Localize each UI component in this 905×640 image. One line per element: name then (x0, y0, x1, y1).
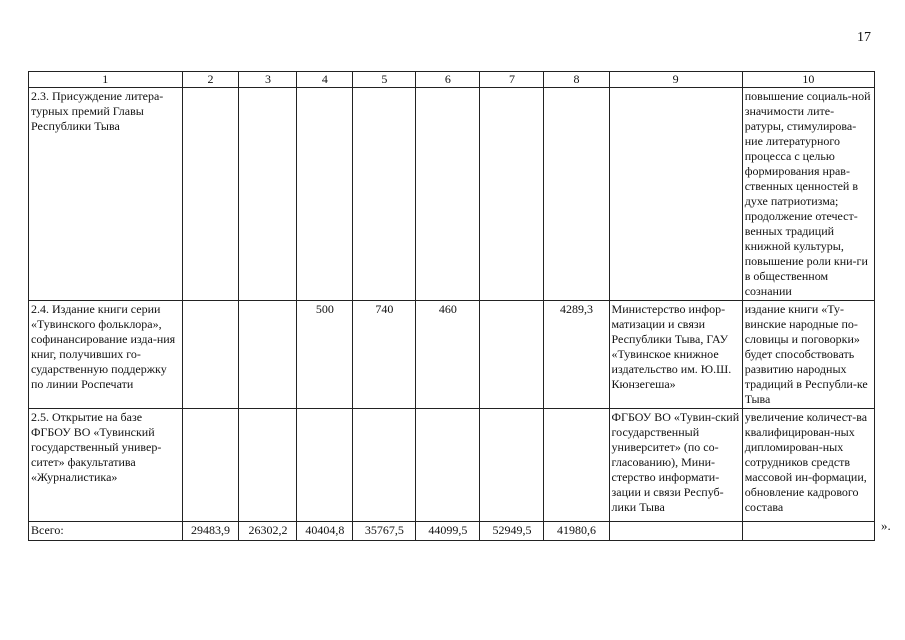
header-row (29, 72, 875, 88)
table-row (29, 301, 875, 409)
amount-cell (182, 409, 239, 522)
column-header: 6 (416, 72, 480, 88)
total-value: 29483,9 (182, 522, 239, 541)
total-value: 52949,5 (480, 522, 544, 541)
amount-cell (239, 88, 297, 301)
amount-cell (353, 88, 416, 301)
column-header: 10 (742, 72, 874, 88)
column-header: 8 (544, 72, 609, 88)
activity-cell: 2.4. Издание книги серии «Тувинского фольклора», софинансирование изда-ния книг, получивших го-сударственную поддержку по линии Роспечати (29, 301, 183, 409)
amount-cell (353, 409, 416, 522)
result-cell: издание книги «Ту-винские народные по-словицы и поговорки» будет способствовать развитию народных традиций в Республи-ке Тыва (742, 301, 874, 409)
column-header: 4 (297, 72, 353, 88)
total-label: Всего: (29, 522, 183, 541)
amount-cell (544, 409, 609, 522)
amount-cell: 4289,3 (544, 301, 609, 409)
amount-cell (297, 409, 353, 522)
amount-cell (544, 88, 609, 301)
amount-cell (182, 88, 239, 301)
activity-cell: 2.5. Открытие на базе ФГБОУ ВО «Тувинский государственный универ-ситет» факультатива «Журналистика» (29, 409, 183, 522)
total-value: 35767,5 (353, 522, 416, 541)
total-value: 41980,6 (544, 522, 609, 541)
program-table (28, 71, 875, 541)
amount-cell (297, 88, 353, 301)
amount-cell (239, 409, 297, 522)
total-row (29, 522, 875, 541)
column-header: 3 (239, 72, 297, 88)
result-cell: повышение социаль-ной значимости лите-ратуры, стимулирова-ние литературного процесса с целью формирования нрав-ственных ценностей в духе патриотизма; продолжение отечест-венных традиций книжной культуры, повышение роли кни-ги в общественном сознании (742, 88, 874, 301)
amount-cell (480, 88, 544, 301)
page-number: 17 (857, 30, 871, 45)
amount-cell: 500 (297, 301, 353, 409)
closing-quote: ». (881, 518, 891, 533)
amount-cell (416, 88, 480, 301)
executor-cell: ФГБОУ ВО «Тувин-ский государственный университет» (по со-гласованию), Мини-стерство информати-зации и связи Респуб-лики Тыва (609, 409, 742, 522)
total-value: 44099,5 (416, 522, 480, 541)
amount-cell (239, 301, 297, 409)
column-header: 2 (182, 72, 239, 88)
column-header: 9 (609, 72, 742, 88)
table-row (29, 88, 875, 301)
amount-cell (416, 409, 480, 522)
column-header: 7 (480, 72, 544, 88)
amount-cell (182, 301, 239, 409)
total-value: 26302,2 (239, 522, 297, 541)
activity-cell: 2.3. Присуждение литера-турных премий Главы Республики Тыва (29, 88, 183, 301)
executor-cell: Министерство инфор-матизации и связи Республики Тыва, ГАУ «Тувинское книжное издательство им. Ю.Ш. Кюнзегеша» (609, 301, 742, 409)
amount-cell: 460 (416, 301, 480, 409)
total-executor-cell (609, 522, 742, 541)
amount-cell (480, 301, 544, 409)
column-header: 5 (353, 72, 416, 88)
amount-cell: 740 (353, 301, 416, 409)
result-cell: увеличение количест-ва квалифицирован-ных дипломирован-ных сотрудников средств массовой ин-формации, обновление кадрового состава (742, 409, 874, 522)
total-result-cell (742, 522, 874, 541)
table-row (29, 409, 875, 522)
column-header: 1 (29, 72, 183, 88)
amount-cell (480, 409, 544, 522)
total-value: 40404,8 (297, 522, 353, 541)
executor-cell (609, 88, 742, 301)
